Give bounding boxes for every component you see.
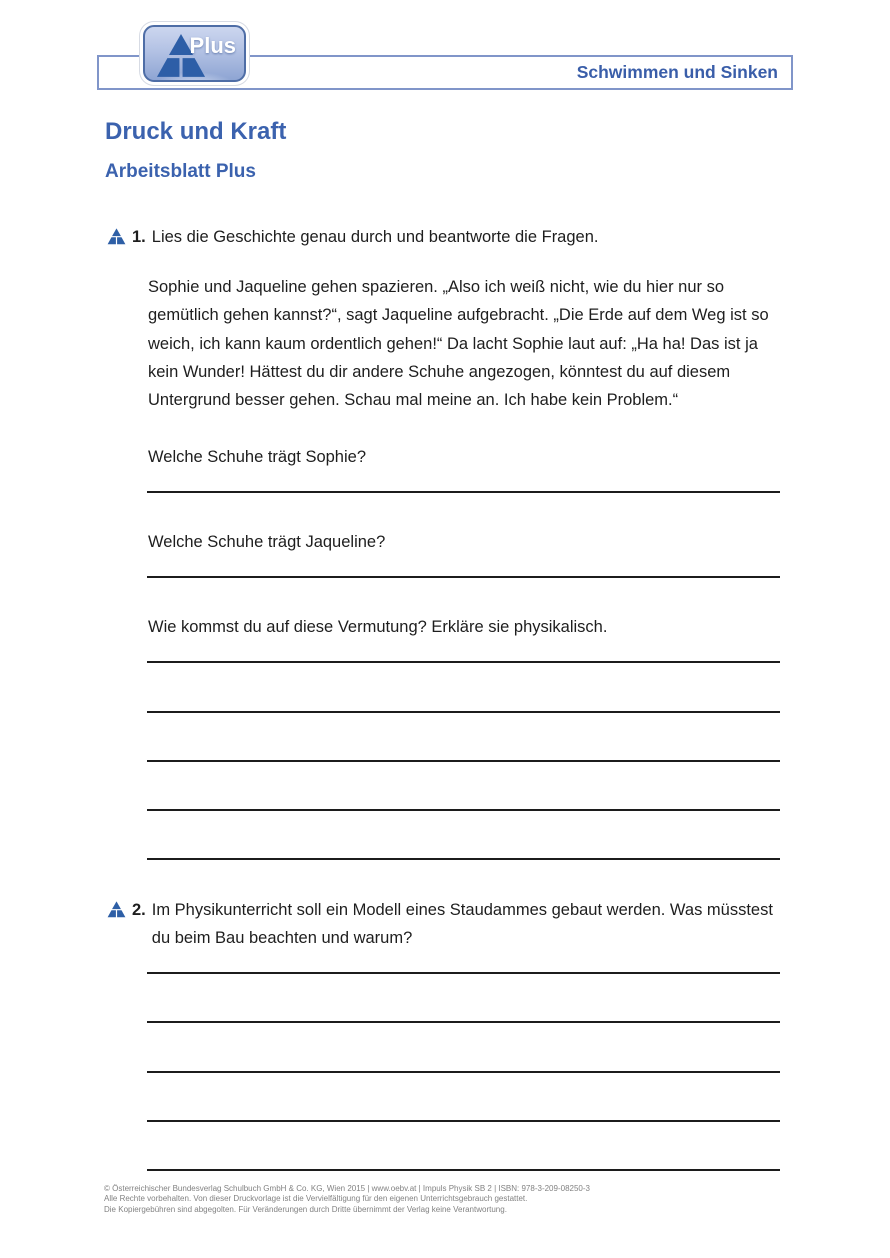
task-prompt-line: du beim Bau beachten und warum? bbox=[151, 929, 413, 947]
answer-line bbox=[147, 576, 780, 578]
chapter-title: Schwimmen und Sinken bbox=[576, 62, 778, 82]
answer-line bbox=[147, 711, 780, 713]
footer-liability-line: Die Kopiergebühren sind abgegolten. Für Veränderungen durch Dritte übernimmt der Verlag keine Verantwortung. bbox=[104, 1204, 507, 1214]
answer-line bbox=[147, 858, 780, 860]
task-1 bbox=[106, 223, 806, 251]
task-2 bbox=[106, 896, 816, 952]
task-prompt-line: Im Physikunterricht soll ein Modell eines Staudammes gebaut werden. Was müsstest bbox=[151, 901, 773, 919]
task-prompt bbox=[152, 896, 773, 952]
story-line: weich, ich kann kaum ordentlich gehen!“ Da lacht Sophie laut auf: „Ha ha! Das ist ja bbox=[148, 334, 758, 353]
story-paragraph bbox=[148, 273, 793, 414]
task-number: 2. bbox=[132, 901, 146, 919]
question-jaqueline: Welche Schuhe trägt Jaqueline? bbox=[148, 533, 386, 551]
task-bullet-icon bbox=[106, 901, 127, 918]
footer-rights-line: Alle Rechte vorbehalten. Von dieser Druckvorlage ist die Vervielfältigung für den eigenen Unterrichtsgebrauch gestattet. bbox=[104, 1194, 528, 1204]
page-title: Druck und Kraft bbox=[105, 118, 287, 145]
answer-line bbox=[147, 1169, 780, 1171]
answer-line bbox=[147, 1120, 780, 1122]
footer-copyright-line: © Österreichischer Bundesverlag Schulbuch GmbH & Co. KG, Wien 2015 | www.oebv.at | Impuls Physik SB 2 | ISBN: 978-3-209-08250-3 bbox=[104, 1184, 590, 1193]
logo-badge bbox=[143, 25, 246, 82]
answer-line bbox=[147, 661, 780, 663]
task-number: 1. bbox=[132, 228, 146, 246]
story-line: Untergrund besser gehen. Schau mal meine an. Ich habe kein Problem.“ bbox=[148, 391, 679, 410]
answer-line bbox=[147, 491, 780, 493]
answer-line bbox=[147, 809, 780, 811]
story-line: Sophie und Jaqueline gehen spazieren. „Also ich weiß nicht, wie du hier nur so bbox=[148, 278, 725, 296]
task-prompt: Lies die Geschichte genau durch und beantworte die Fragen. bbox=[151, 228, 599, 246]
answer-line bbox=[147, 972, 780, 974]
page-subtitle: Arbeitsblatt Plus bbox=[105, 161, 256, 182]
footer bbox=[104, 1184, 804, 1215]
story-line: kein Wunder! Hättest du dir andere Schuhe angezogen, könntest du auf diesem bbox=[148, 362, 731, 381]
logo-text: Plus bbox=[189, 33, 236, 58]
question-sophie: Welche Schuhe trägt Sophie? bbox=[148, 448, 367, 466]
task-bullet-icon bbox=[106, 228, 127, 245]
answer-line bbox=[147, 1021, 780, 1023]
answer-line bbox=[147, 1071, 780, 1073]
answer-line bbox=[147, 760, 780, 762]
question-explanation: Wie kommst du auf diese Vermutung? Erkläre sie physikalisch. bbox=[148, 618, 608, 636]
story-line: gemütlich gehen kannst?“, sagt Jaqueline aufgebracht. „Die Erde auf dem Weg ist so bbox=[148, 306, 769, 325]
